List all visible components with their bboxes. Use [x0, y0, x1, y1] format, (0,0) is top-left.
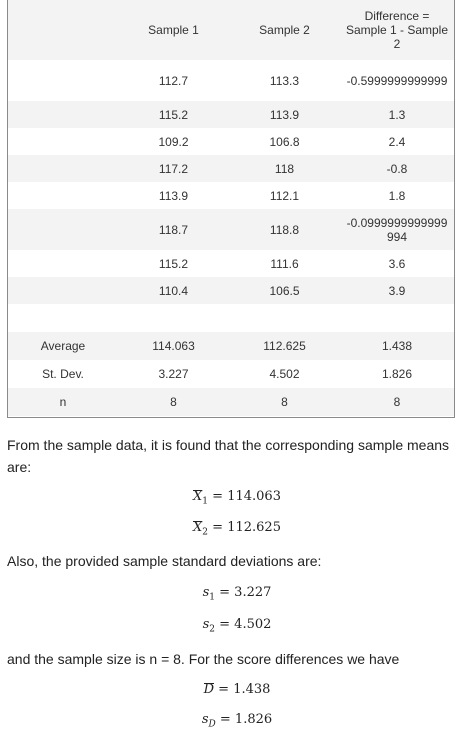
eq-symbol: s: [202, 585, 210, 600]
eq-symbol: X: [193, 489, 203, 504]
table-cell: [8, 250, 118, 277]
eq-value: 3.227: [234, 585, 272, 600]
table-cell: [229, 304, 340, 332]
table-cell: [8, 209, 118, 250]
table-cell: n: [8, 388, 118, 416]
table-cell: 114.063: [118, 332, 229, 360]
table-cell: 113.9: [229, 101, 340, 128]
table-cell: [8, 60, 118, 101]
table-cell: 112.7: [158, 73, 189, 88]
eq-symbol: s: [201, 712, 209, 727]
table-header-row: [8, 0, 454, 60]
table-cell: 3.227: [158, 367, 189, 381]
table-cell: 3.9: [340, 277, 454, 304]
equation-d-bar: D = 1.438: [203, 682, 271, 697]
table-row: [8, 60, 454, 101]
table-row: [8, 128, 454, 155]
table-cell: 1.8: [388, 188, 406, 203]
table-cell: 109.2: [158, 134, 189, 149]
paragraph-standard-deviations: Also, the provided sample standard deviations are:: [7, 553, 322, 569]
table-cell: [8, 277, 118, 304]
table-cell: 118: [229, 155, 340, 182]
table-cell: 106.5: [229, 277, 340, 304]
table-cell: 1.826: [381, 367, 413, 381]
table-row: [8, 101, 454, 128]
table-cell: 112.1: [269, 188, 300, 203]
header-cell: Difference = Sample 1 - Sample 2: [340, 0, 454, 60]
table-row-n: [8, 388, 454, 416]
header-cell: Sample 1: [118, 0, 229, 60]
table-cell: 118.7: [118, 209, 229, 250]
table-cell: 118.8: [229, 209, 340, 250]
table-cell: St. Dev.: [42, 367, 84, 381]
table-cell: -0.5999999999999: [346, 73, 448, 88]
equation-x2-bar: $X_2 = 112.625$: [193, 520, 281, 538]
table-cell: 117.2: [118, 155, 229, 182]
table-cell: 111.6: [270, 256, 299, 271]
table-cell: 8: [340, 388, 454, 416]
equation-s2: $s_2 = 4.502$: [202, 617, 272, 635]
equation-s1: $s_1 = 3.227$: [202, 585, 272, 603]
eq-subscript: 1: [209, 592, 215, 603]
eq-symbol: X: [193, 520, 203, 535]
table-cell: -0.0999999999999994: [340, 209, 454, 250]
eq-symbol: D: [203, 682, 215, 697]
table-cell: 113.3: [269, 73, 300, 88]
table-row-stdev: [8, 360, 454, 388]
table-cell: 113.9: [158, 188, 189, 203]
table-cell: [8, 182, 118, 209]
table-row-blank: [8, 304, 454, 332]
eq-value: 4.502: [234, 617, 272, 632]
data-table: [8, 0, 454, 416]
table-cell: [8, 128, 118, 155]
table-cell: [8, 101, 118, 128]
table-cell: 1.3: [340, 101, 454, 128]
table-cell: 112.625: [229, 332, 340, 360]
table-cell: [340, 304, 454, 332]
table-cell: 115.2: [158, 256, 189, 271]
table-row: [8, 182, 454, 209]
table-cell: 8: [118, 388, 229, 416]
eq-value: 114.063: [227, 489, 281, 504]
paragraph-sample-size: and the sample size is n = 8. For the score differences we have: [7, 651, 400, 667]
table-cell: Average: [8, 332, 118, 360]
table-row: [8, 250, 454, 277]
table-cell: 110.4: [118, 277, 229, 304]
table-cell: 8: [229, 388, 340, 416]
equation-sd: $s_D = 1.826$: [201, 712, 273, 730]
table-cell: 3.6: [388, 256, 406, 271]
table-row: [8, 277, 454, 304]
table-row: [8, 209, 454, 250]
eq-subscript: 1: [202, 496, 209, 507]
header-cell: Sample 2: [229, 0, 340, 60]
equation-x1-bar: $X_1 = 114.063$: [193, 489, 281, 507]
table-cell: 4.502: [269, 367, 300, 381]
table-row-average: [8, 332, 454, 360]
eq-value: 1.438: [233, 682, 271, 697]
eq-value: 1.826: [234, 712, 273, 727]
eq-subscript: D: [208, 719, 216, 730]
table-cell: [8, 304, 118, 332]
table-row: [8, 155, 454, 182]
table-cell: [8, 155, 118, 182]
data-table-container: [7, 0, 455, 418]
eq-symbol: s: [202, 617, 210, 632]
eq-subscript: 2: [202, 527, 209, 538]
eq-value: 112.625: [227, 520, 281, 535]
table-cell: 115.2: [118, 101, 229, 128]
table-cell: 2.4: [388, 134, 406, 149]
eq-subscript: 2: [209, 624, 215, 635]
header-cell: [8, 0, 118, 60]
table-cell: 106.8: [269, 134, 300, 149]
table-cell: 1.438: [340, 332, 454, 360]
table-cell: -0.8: [340, 155, 454, 182]
table-cell: [118, 304, 229, 332]
paragraph-sample-means: From the sample data, it is found that the corresponding sample means are:: [7, 437, 450, 475]
